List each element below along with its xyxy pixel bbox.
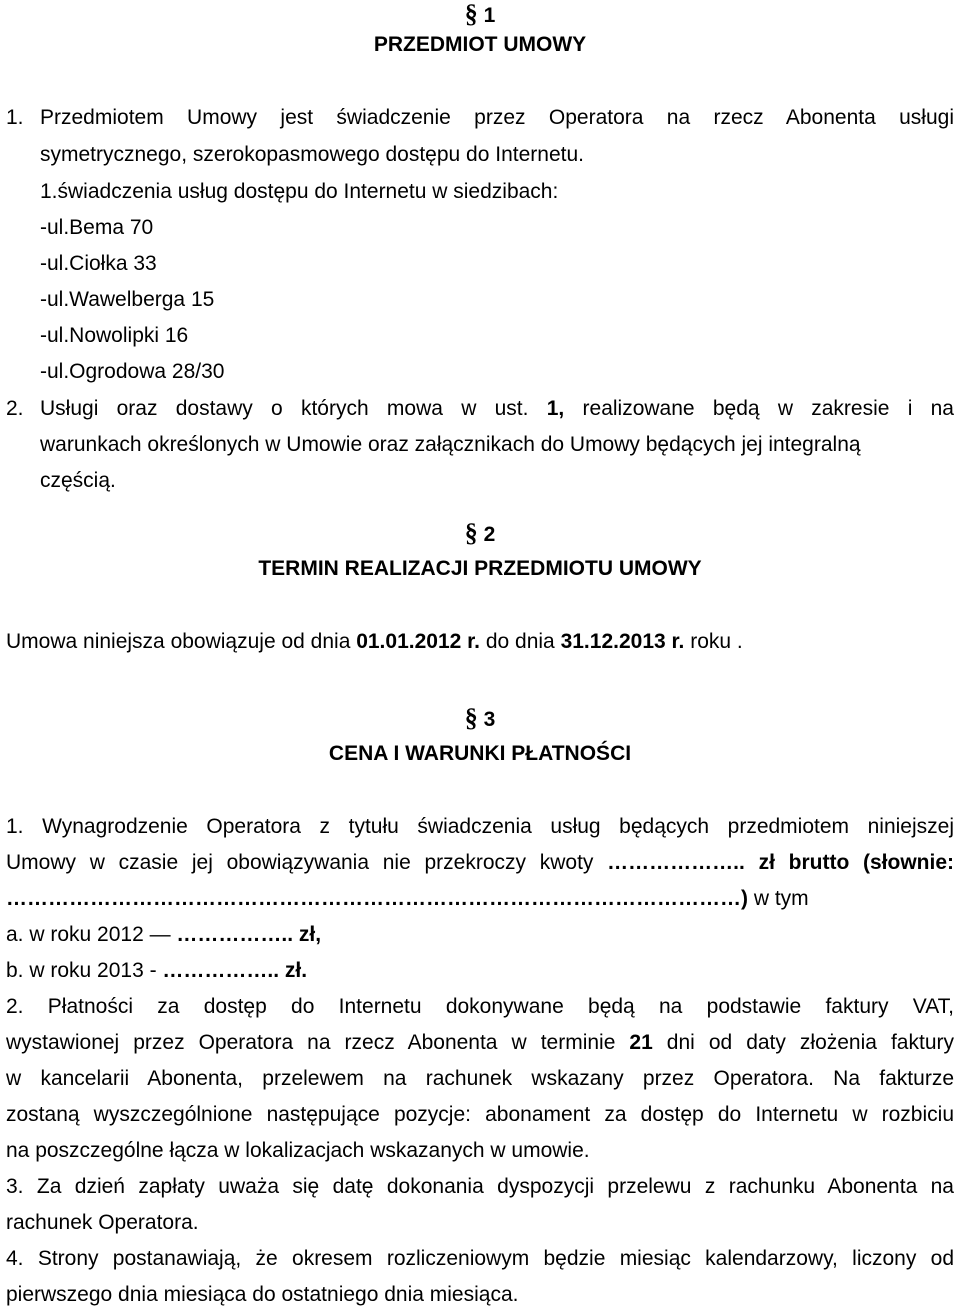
payment-p2-line-4: zostaną wyszczególnione następujące pozycje: abonament za dostęp do Internetu w rozbiciu [6,1103,954,1126]
date-from: 01.01.2012 r. [356,630,480,653]
section-1-number [0,2,960,28]
address-item: -ul.Wawelberga 15 [40,288,215,311]
item-1-line-1: Przedmiotem Umowy jest świadczenie przez Operatora na rzecz Abonenta usługi [40,106,954,129]
item-2-number: 2. [6,397,24,420]
address-item: -ul.Ciołka 33 [40,252,157,275]
payment-p2-line-5: na poszczególne łącza w lokalizacjach wskazanych w umowie. [6,1139,590,1162]
year-2012-amount: …………….. zł, [176,923,322,946]
year-2013-amount: …………….. zł. [162,959,308,982]
item-2-line-2: warunkach określonych w Umowie oraz załącznikach do Umowy będących jej integralną [40,433,861,456]
term-sentence [6,630,743,654]
item-2-line-1 [40,397,954,421]
item-1-number: 1. [6,106,24,129]
item-2-ref: 1, [546,397,565,420]
payment-p1-tail: w tym [748,887,809,910]
payment-p3-line-2: rachunek Operatora. [6,1211,199,1234]
item-2-text-a: Usługi oraz dostawy o których mowa w ust. [40,397,529,420]
payment-p2-line-3: w kancelarii Abonenta, przelewem na rachunek wskazany przez Operatora. Na fakturze [6,1067,954,1090]
term-text-c: roku . [684,630,743,653]
paragraph-symbol: § [464,518,478,547]
payment-p1-text: Umowy w czasie jej obowiązywania nie przekroczy kwoty [6,851,608,874]
year-2012-label: a. w roku 2012 — [6,923,177,946]
payment-p2-text-c: dni od daty złożenia faktury [652,1031,954,1054]
year-2013-line [6,959,307,983]
payment-p2-text-a: wystawionej przez Operatora na rzecz Abonenta w terminie [6,1031,630,1054]
sub-item-line: 1.świadczenia usług dostępu do Internetu w siedzibach: [40,180,559,203]
term-text-b: do dnia [480,630,561,653]
payment-p4-line-1: 4. Strony postanawiają, że okresem rozliczeniowym będzie miesiąc kalendarzowy, liczony od [6,1247,954,1270]
item-2-line-3: częścią. [40,469,116,492]
amount-placeholder: ……………….. zł brutto (słownie: [607,851,954,874]
payment-p4-line-2: pierwszego dnia miesiąca do ostatniego dnia miesiąca. [6,1283,519,1306]
payment-days: 21 [629,1031,653,1054]
payment-p2-line-1: 2. Płatności za dostęp do Internetu dokonywane będą na podstawie faktury VAT, [6,995,954,1018]
payment-p2-line-2 [6,1031,954,1055]
item-1-line-2: symetrycznego, szerokopasmowego dostępu do Internetu. [40,143,584,166]
section-3-title: CENA I WARUNKI PŁATNOŚCI [328,742,632,765]
address-item: -ul.Bema 70 [40,216,154,239]
section-number: 1 [483,4,496,27]
section-2-number [0,518,960,547]
payment-p1-line-3 [6,887,809,911]
paragraph-symbol: § [464,703,478,732]
paragraph-symbol: § [464,0,478,28]
payment-p1-line-2 [6,851,954,875]
section-1-title: PRZEDMIOT UMOWY [373,33,587,56]
amount-words-placeholder: ……………………………………………………………………………………………) [6,887,748,910]
address-item: -ul.Ogrodowa 28/30 [40,360,225,383]
section-2-title: TERMIN REALIZACJI PRZEDMIOTU UMOWY [258,557,702,580]
payment-p1-line-1: 1. Wynagrodzenie Operatora z tytułu świadczenia usług będących przedmiotem niniejszej [6,815,954,838]
payment-p3-line-1: 3. Za dzień zapłaty uważa się datę dokonania dyspozycji przelewu z rachunku Abonenta na [6,1175,954,1198]
section-number: 3 [483,708,496,731]
section-number: 2 [483,523,496,546]
section-3-number [0,703,960,732]
date-to: 31.12.2013 r. [560,630,685,653]
term-text-a: Umowa niniejsza obowiązuje od dnia [6,630,357,653]
year-2013-label: b. w roku 2013 - [6,959,163,982]
item-2-text-c: realizowane będą w zakresie i na [582,397,954,420]
address-item: -ul.Nowolipki 16 [40,324,189,347]
year-2012-line [6,923,321,947]
